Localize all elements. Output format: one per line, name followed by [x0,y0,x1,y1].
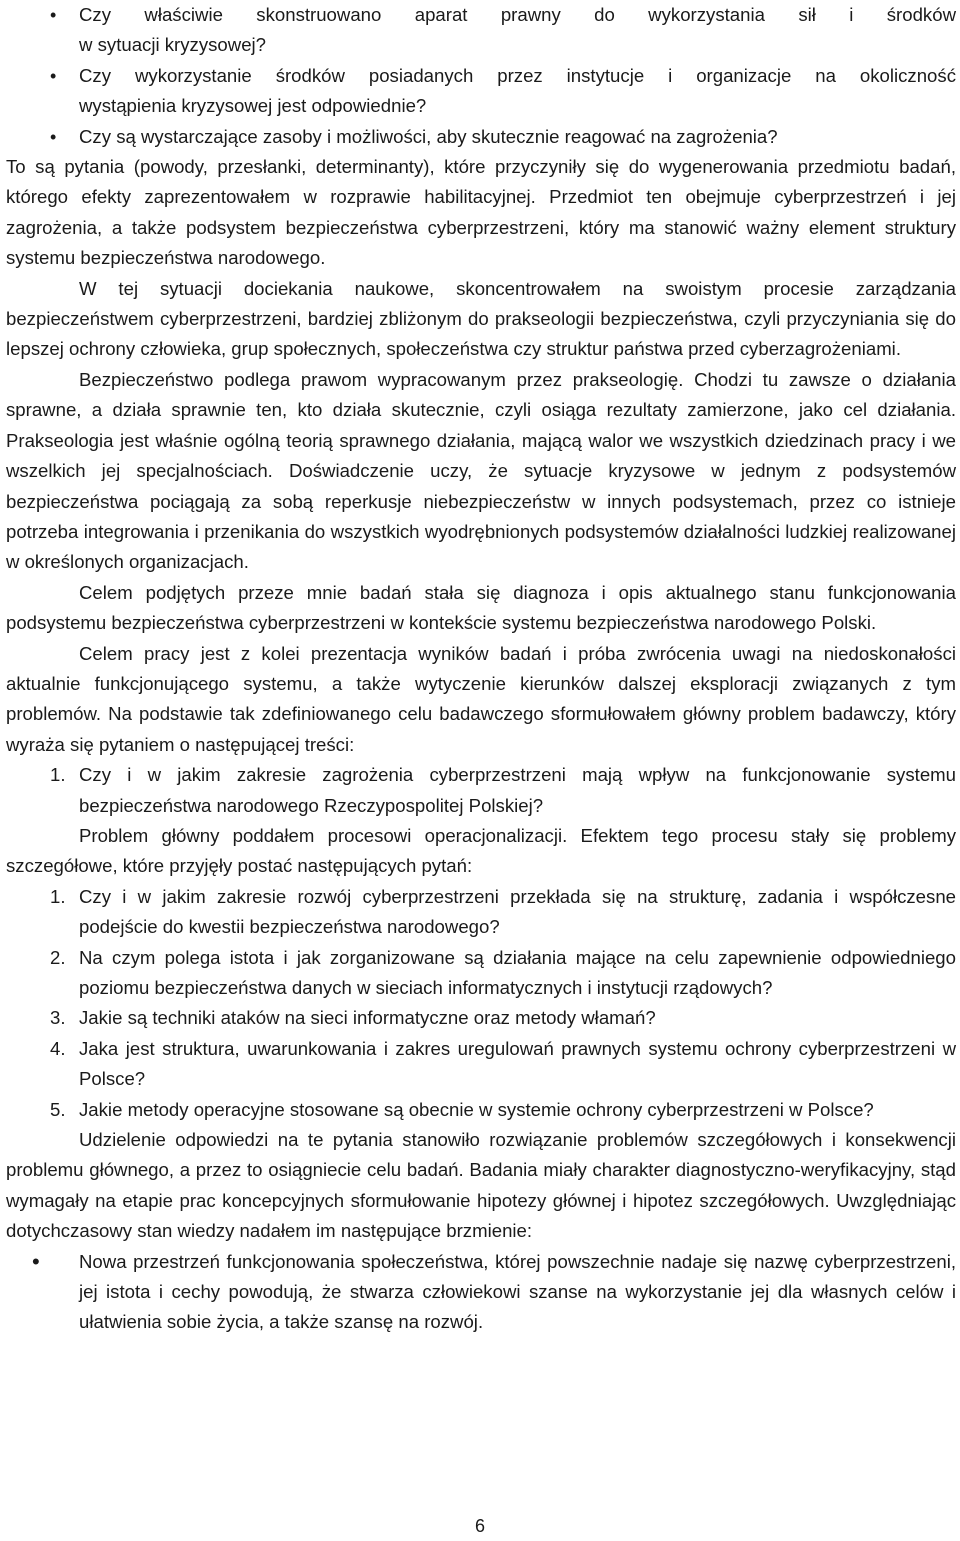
paragraph: Problem główny poddałem procesowi operacjonalizacji. Efektem tego procesu stały się problemy szczegółowe, które przyjęły postać następujących pytań: [6,824,956,877]
list-item-text: Jakie są techniki ataków na sieci informatyczne oraz metody włamań? [79,1007,656,1029]
list-item-text: Czy i w jakim zakresie rozwój cyberprzestrzeni przekłada się na strukturę, zadania i współczesne podejście do kwestii bezpieczeństwa narodowego? [79,885,956,938]
paragraph: W tej sytuacji dociekania naukowe, skoncentrowałem na swoistym procesie zarządzania bezpieczeństwem cyberprzestrzeni, bardziej zbliżonym do prakseologii bezpieczeństwa, czyli przyczyniania się do lepszej ochrony człowieka, grup społecznych, społeczeństwa czy struktur państwa przed cyberzagrożeniami. [6,277,956,360]
list-item [6,0,956,61]
page-number: 6 [474,1516,485,1536]
hypothesis-bullet [6,1247,956,1338]
list-number: 2. [50,946,66,968]
list-number: 4. [50,1037,66,1059]
list-number: 3. [50,1007,66,1029]
hypothesis-text: Nowa przestrzeń funkcjonowania społeczeństwa, której powszechnie nadaje się nazwę cyberprzestrzeni, jej istota i cechy powodują, że stwarza człowiekowi szanse na wykorzystanie jej dla własnych celów i ułatwienia sobie życia, a także szansę na rozwój. [79,1250,956,1333]
top-bullet-list [6,0,956,152]
list-item [6,943,956,1004]
list-item [6,1003,956,1033]
list-item [6,1095,956,1125]
paragraph: Celem pracy jest z kolei prezentacja wyników badań i próba zwrócenia uwagi na niedoskonałości aktualnie funkcjonującego systemu, a także wytyczenie kierunków dalszej eksploracji związanych z tym problemów. Na podstawie tak zdefiniowanego celu badawczego sformułowałem główny problem badawczy, który wyraża się pytaniem o następującej treści: [6,642,956,755]
list-item-text: Jaka jest struktura, uwarunkowania i zakres uregulowań prawnych systemu ochrony cyberprzestrzeni w Polsce? [79,1037,956,1090]
paragraph: To są pytania (powody, przesłanki, determinanty), które przyczyniły się do wygenerowania przedmiotu badań, którego efekty zaprezentowałem w rozprawie habilitacyjnej. Przedmiot ten obejmuje cyberprzestrzeń i jej zagrożenia, a także podsystem bezpieczeństwa cyberprzestrzeni, który ma stanowić ważny element struktury systemu bezpieczeństwa narodowego. [6,156,956,269]
bullet-text-line-2: w sytuacji kryzysowej? [79,34,267,56]
list-item [6,61,956,122]
document-page [6,0,956,1338]
paragraph: Celem podjętych przeze mnie badań stała się diagnoza i opis aktualnego stanu funkcjonowania podsystemu bezpieczeństwa cyberprzestrzeni w kontekście systemu bezpieczeństwa narodowego Polski. [6,581,956,634]
list-item [6,882,956,943]
bullet-icon: • [50,5,57,25]
bullet-text-line-1: Czy właściwie skonstruowano aparat prawny do wykorzystania sił i środków [79,4,956,25]
list-number: 5. [50,1098,66,1120]
bullet-text-line-1: Czy są wystarczające zasoby i możliwości, aby skutecznie reagować na zagrożenia? [79,125,778,147]
paragraph: Bezpieczeństwo podlega prawom wypracowanym przez prakseologię. Chodzi tu zawsze o działania sprawne, a działa sprawnie ten, kto działa skutecznie, czyli osiąga rezultaty zamierzone, jako cel działania. Prakseologia jest właśnie ogólną teorią sprawnego działania, mającą walor we wszystkich dziedzinach pracy i we wszelkich jej specjalnościach. Doświadczenie uczy, że sytuacje kryzysowe w jednym z podsystemów bezpieczeństwa pociągają za sobą reperkusje niebezpieczeństw w innych podsystemach, przez co istnieje potrzeba integrowania i przenikania do wszystkich wyodrębnionych podsystemów działalności ludzkiej realizowanej w określonych organizacjach. [6,368,956,573]
bullet-text-line-1: Czy wykorzystanie środków posiadanych przez instytucje i organizacje na okoliczność [79,64,956,86]
main-problem [6,760,956,821]
list-number: 1. [50,885,66,907]
bullet-icon: • [50,65,57,86]
list-item [6,122,956,152]
list-item-text: Jakie metody operacyjne stosowane są obecnie w systemie ochrony cyberprzestrzeni w Polsce? [79,1098,874,1120]
main-problem-text: Czy i w jakim zakresie zagrożenia cyberprzestrzeni mają wpływ na funkcjonowanie systemu bezpieczeństwa narodowego Rzeczypospolitej Polskiej? [79,764,956,816]
bullet-icon: • [50,126,57,147]
bullet-text-line-2: wystąpienia kryzysowej jest odpowiednie? [79,95,427,117]
list-item-text: Na czym polega istota i jak zorganizowane są działania mające na celu zapewnienie odpowiedniego poziomu bezpieczeństwa danych w sieciach informatycznych i instytucji rządowych? [79,946,956,998]
paragraph: Udzielenie odpowiedzi na te pytania stanowiło rozwiązanie problemów szczegółowych i konsekwencji problemu głównego, a przez to osiągniecie celu badań. Badania miały charakter diagnostyczno-weryfikacyjny, stąd wymagały na etapie prac koncepcyjnych sformułowanie hipotezy głównej i hipotez szczegółowych. Uwzględniając dotychczasowy stan wiedzy nadałem im następujące brzmienie: [6,1129,956,1242]
list-number: 1. [50,764,66,786]
detailed-problems-list [6,882,956,1125]
list-item [6,1034,956,1095]
bullet-icon: • [32,1248,40,1274]
